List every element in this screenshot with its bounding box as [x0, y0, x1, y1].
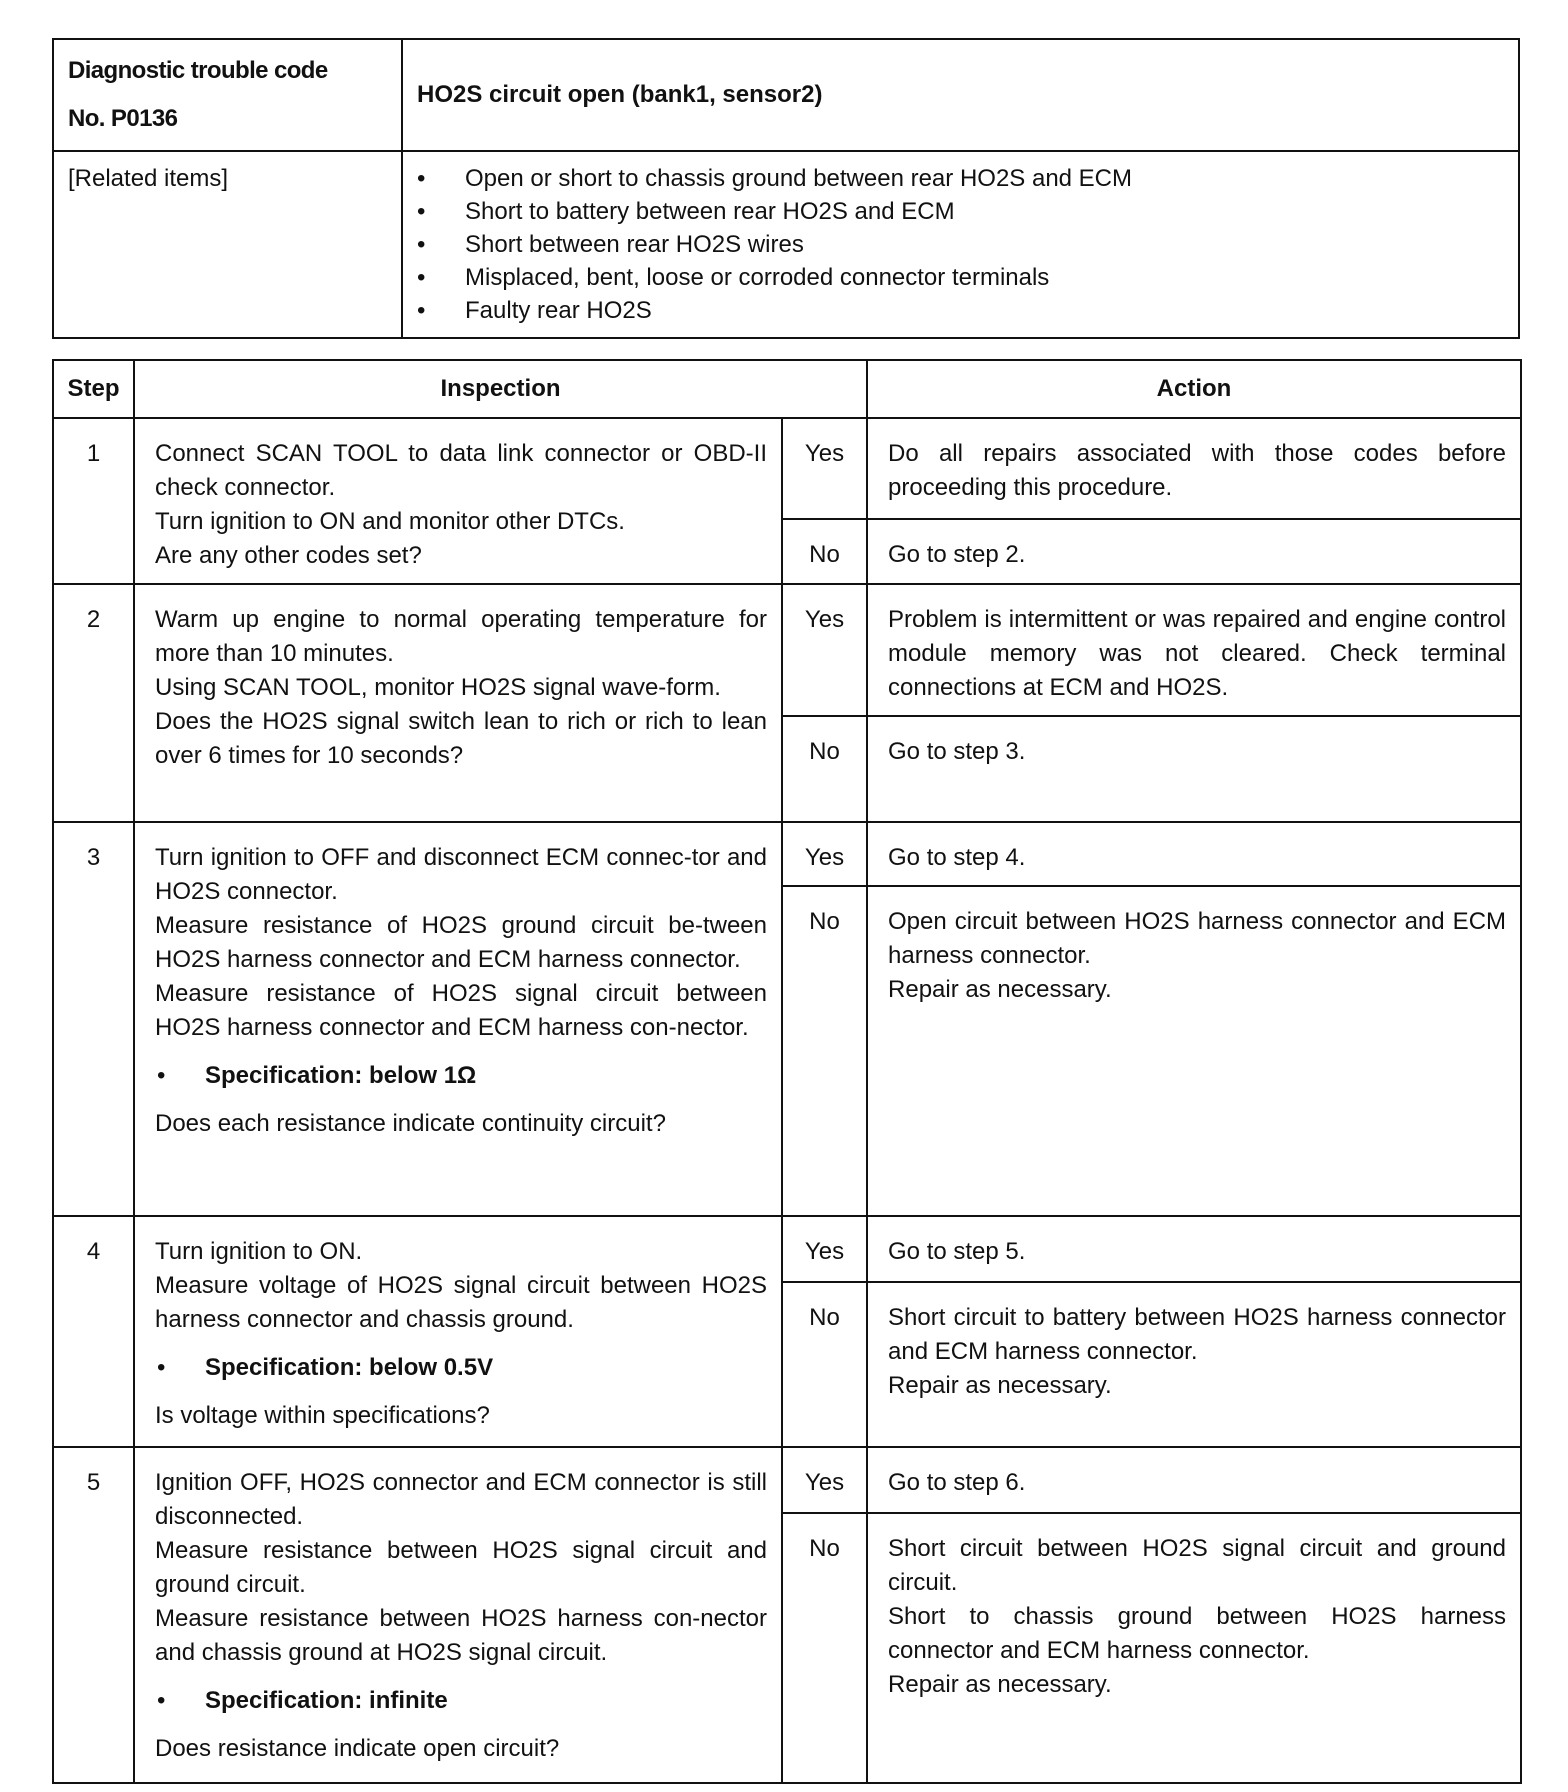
dtc-code-number: No. P0136	[68, 105, 178, 132]
dtc-header-table	[52, 38, 1520, 339]
specification: • Specification: below 0.5V	[155, 1351, 767, 1385]
step-inspection: Ignition OFF, HO2S connector and ECM connector is still disconnected. Measure resistance between HO2S signal circuit and ground circuit. Measure resistance between HO2S harness con-nector and chassis ground at HO2S signal circuit. • Specification: infinite Does resistance indicate open circuit?	[134, 1447, 782, 1783]
step-question: Is voltage within specifications?	[155, 1402, 490, 1429]
col-header-inspection: Inspection	[134, 360, 867, 418]
step-inspection: Turn ignition to OFF and disconnect ECM connec-tor and HO2S connector. Measure resistance of HO2S ground circuit be-tween HO2S harness connector and ECM harness connector. Measure resistance of HO2S signal circuit between HO2S harness connector and ECM harness con-nector. • Specification: below 1Ω Does each resistance indicate continuity circuit?	[134, 822, 782, 1216]
step-number: 5	[53, 1447, 134, 1783]
step-number: 2	[53, 584, 134, 822]
step-number: 3	[53, 822, 134, 1216]
related-item: • Short between rear HO2S wires	[415, 228, 1504, 261]
no-action: Go to step 3.	[867, 716, 1521, 822]
step-number: 1	[53, 418, 134, 584]
step-question: Does resistance indicate open circuit?	[155, 1735, 560, 1762]
step-question: Does each resistance indicate continuity circuit?	[155, 1110, 666, 1137]
yes-action: Go to step 4.	[867, 822, 1521, 886]
bullet-icon: •	[417, 297, 426, 324]
yes-action: Go to step 5.	[867, 1216, 1521, 1282]
related-item: • Short to battery between rear HO2S and ECM	[415, 195, 1504, 228]
table-row	[53, 1216, 1521, 1282]
col-header-step: Step	[53, 360, 134, 418]
no-action: Short circuit to battery between HO2S harness connector and ECM harness connector. Repair as necessary.	[867, 1282, 1521, 1447]
related-items-label: [Related items]	[53, 151, 402, 338]
bullet-icon: •	[417, 231, 426, 258]
yes-action: Go to step 6.	[867, 1447, 1521, 1513]
table-row	[53, 822, 1521, 886]
diagnostic-steps-table	[52, 359, 1522, 1784]
yes-label: Yes	[782, 1216, 867, 1282]
yes-action: Do all repairs associated with those codes before proceeding this procedure.	[867, 418, 1521, 519]
yes-label: Yes	[782, 584, 867, 716]
yes-label: Yes	[782, 418, 867, 519]
yes-label: Yes	[782, 1447, 867, 1513]
step-number: 4	[53, 1216, 134, 1447]
related-items-list	[402, 151, 1519, 338]
dtc-code-label	[53, 39, 402, 151]
no-action: Go to step 2.	[867, 519, 1521, 584]
bullet-icon: •	[417, 264, 426, 291]
no-label: No	[782, 886, 867, 1216]
col-header-action: Action	[867, 360, 1521, 418]
no-action: Open circuit between HO2S harness connector and ECM harness connector. Repair as necessary.	[867, 886, 1521, 1216]
yes-label: Yes	[782, 822, 867, 886]
no-label: No	[782, 716, 867, 822]
step-inspection: Warm up engine to normal operating temperature for more than 10 minutes. Using SCAN TOOL, monitor HO2S signal wave-form. Does the HO2S signal switch lean to rich or rich to lean over 6 times for 10 seconds?	[134, 584, 782, 822]
bullet-icon: •	[417, 198, 426, 225]
no-label: No	[782, 519, 867, 584]
related-item: • Open or short to chassis ground between rear HO2S and ECM	[415, 162, 1504, 195]
bullet-icon: •	[417, 165, 426, 192]
related-item: • Misplaced, bent, loose or corroded connector terminals	[415, 261, 1504, 294]
specification: • Specification: below 1Ω	[155, 1059, 767, 1093]
table-row	[53, 418, 1521, 519]
specification: • Specification: infinite	[155, 1684, 767, 1718]
step-inspection: Connect SCAN TOOL to data link connector or OBD-II check connector. Turn ignition to ON and monitor other DTCs. Are any other codes set?	[134, 418, 782, 584]
table-row	[53, 1447, 1521, 1513]
bullet-icon: •	[157, 1062, 166, 1089]
bullet-icon: •	[157, 1354, 166, 1381]
dtc-title: HO2S circuit open (bank1, sensor2)	[402, 39, 1519, 151]
no-action: Short circuit between HO2S signal circuit and ground circuit. Short to chassis ground between HO2S harness connector and ECM harness connector. Repair as necessary.	[867, 1513, 1521, 1783]
step-inspection: Turn ignition to ON. Measure voltage of HO2S signal circuit between HO2S harness connector and chassis ground. • Specification: below 0.5V Is voltage within specifications?	[134, 1216, 782, 1447]
dtc-code-label-line1: Diagnostic trouble code	[68, 57, 328, 84]
table-header-row	[53, 360, 1521, 418]
yes-action: Problem is intermittent or was repaired and engine control module memory was not cleared. Check terminal connections at ECM and HO2S.	[867, 584, 1521, 716]
related-item: • Faulty rear HO2S	[415, 294, 1504, 327]
table-row	[53, 584, 1521, 716]
no-label: No	[782, 1282, 867, 1447]
no-label: No	[782, 1513, 867, 1783]
bullet-icon: •	[157, 1687, 166, 1714]
